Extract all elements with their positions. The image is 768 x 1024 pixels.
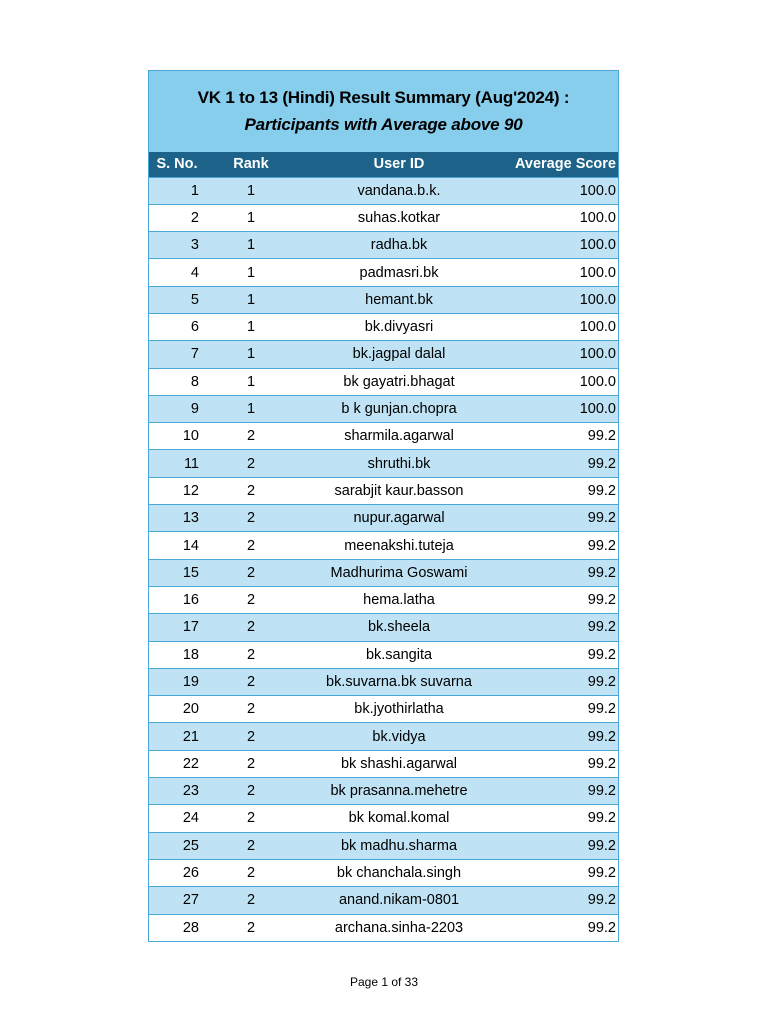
cell-sno: 10	[149, 423, 205, 450]
cell-average-score: 99.2	[501, 887, 618, 914]
cell-average-score: 99.2	[501, 423, 618, 450]
table-row	[149, 750, 618, 777]
cell-user-id: hema.latha	[297, 586, 501, 613]
cell-user-id: shruthi.bk	[297, 450, 501, 477]
cell-rank: 1	[205, 286, 297, 313]
table-row	[149, 559, 618, 586]
cell-sno: 25	[149, 832, 205, 859]
cell-user-id: bk.vidya	[297, 723, 501, 750]
cell-rank: 2	[205, 614, 297, 641]
table-row	[149, 859, 618, 886]
cell-user-id: Madhurima Goswami	[297, 559, 501, 586]
table-row	[149, 778, 618, 805]
cell-user-id: bk.sangita	[297, 641, 501, 668]
table-row	[149, 614, 618, 641]
table-row	[149, 423, 618, 450]
cell-rank: 1	[205, 368, 297, 395]
table-row	[149, 450, 618, 477]
page-subtitle: Participants with Average above 90	[244, 115, 523, 134]
results-table	[149, 152, 618, 941]
cell-rank: 2	[205, 477, 297, 504]
cell-user-id: bk gayatri.bhagat	[297, 368, 501, 395]
cell-rank: 2	[205, 887, 297, 914]
cell-average-score: 100.0	[501, 368, 618, 395]
cell-sno: 28	[149, 914, 205, 941]
table-row	[149, 832, 618, 859]
cell-rank: 2	[205, 914, 297, 941]
header-average-score: Average Score	[514, 156, 616, 173]
cell-user-id: bk shashi.agarwal	[297, 750, 501, 777]
table-row	[149, 668, 618, 695]
table-row	[149, 505, 618, 532]
cell-user-id: suhas.kotkar	[297, 204, 501, 231]
cell-user-id: bk komal.komal	[297, 805, 501, 832]
cell-average-score: 100.0	[501, 395, 618, 422]
cell-average-score: 99.2	[501, 805, 618, 832]
cell-sno: 8	[149, 368, 205, 395]
table-row	[149, 259, 618, 286]
cell-rank: 2	[205, 668, 297, 695]
cell-average-score: 100.0	[501, 232, 618, 259]
table-row	[149, 313, 618, 340]
cell-sno: 20	[149, 696, 205, 723]
cell-average-score: 99.2	[501, 532, 618, 559]
cell-average-score: 99.2	[501, 559, 618, 586]
table-row	[149, 477, 618, 504]
cell-user-id: hemant.bk	[297, 286, 501, 313]
cell-average-score: 99.2	[501, 668, 618, 695]
cell-user-id: bk madhu.sharma	[297, 832, 501, 859]
cell-average-score: 99.2	[501, 750, 618, 777]
cell-average-score: 99.2	[501, 723, 618, 750]
table-row	[149, 723, 618, 750]
cell-rank: 2	[205, 723, 297, 750]
cell-rank: 1	[205, 259, 297, 286]
page-footer: Page 1 of 33	[349, 975, 419, 989]
cell-rank: 2	[205, 586, 297, 613]
cell-user-id: bk.sheela	[297, 614, 501, 641]
table-row	[149, 395, 618, 422]
cell-sno: 3	[149, 232, 205, 259]
cell-rank: 2	[205, 641, 297, 668]
cell-rank: 2	[205, 532, 297, 559]
table-row	[149, 177, 618, 204]
cell-sno: 16	[149, 586, 205, 613]
cell-average-score: 99.2	[501, 778, 618, 805]
table-row	[149, 286, 618, 313]
cell-user-id: b k gunjan.chopra	[297, 395, 501, 422]
cell-user-id: bk.jagpal dalal	[297, 341, 501, 368]
cell-rank: 2	[205, 859, 297, 886]
cell-sno: 18	[149, 641, 205, 668]
cell-user-id: bk chanchala.singh	[297, 859, 501, 886]
cell-average-score: 99.2	[501, 505, 618, 532]
cell-user-id: bk.divyasri	[297, 313, 501, 340]
page-title: VK 1 to 13 (Hindi) Result Summary (Aug'2024) :	[197, 88, 570, 107]
cell-rank: 1	[205, 313, 297, 340]
result-summary-sheet	[148, 70, 619, 942]
cell-average-score: 100.0	[501, 313, 618, 340]
cell-user-id: radha.bk	[297, 232, 501, 259]
cell-sno: 23	[149, 778, 205, 805]
cell-rank: 2	[205, 778, 297, 805]
cell-sno: 24	[149, 805, 205, 832]
cell-sno: 27	[149, 887, 205, 914]
cell-rank: 1	[205, 341, 297, 368]
cell-average-score: 99.2	[501, 914, 618, 941]
cell-user-id: anand.nikam-0801	[297, 887, 501, 914]
table-row	[149, 341, 618, 368]
cell-user-id: archana.sinha-2203	[297, 914, 501, 941]
cell-sno: 13	[149, 505, 205, 532]
table-row	[149, 586, 618, 613]
cell-sno: 17	[149, 614, 205, 641]
cell-user-id: sarabjit kaur.basson	[297, 477, 501, 504]
table-row	[149, 204, 618, 231]
cell-rank: 2	[205, 696, 297, 723]
table-row	[149, 641, 618, 668]
header-sno: S. No.	[156, 156, 198, 173]
table-row	[149, 532, 618, 559]
cell-sno: 22	[149, 750, 205, 777]
cell-rank: 2	[205, 805, 297, 832]
cell-rank: 1	[205, 177, 297, 204]
cell-sno: 15	[149, 559, 205, 586]
cell-sno: 5	[149, 286, 205, 313]
cell-average-score: 99.2	[501, 696, 618, 723]
table-body	[149, 177, 618, 941]
cell-rank: 2	[205, 750, 297, 777]
cell-sno: 26	[149, 859, 205, 886]
cell-sno: 19	[149, 668, 205, 695]
cell-sno: 4	[149, 259, 205, 286]
cell-sno: 11	[149, 450, 205, 477]
cell-sno: 1	[149, 177, 205, 204]
cell-rank: 2	[205, 505, 297, 532]
cell-user-id: vandana.b.k.	[297, 177, 501, 204]
cell-sno: 6	[149, 313, 205, 340]
cell-sno: 14	[149, 532, 205, 559]
cell-average-score: 99.2	[501, 586, 618, 613]
cell-average-score: 100.0	[501, 341, 618, 368]
cell-user-id: sharmila.agarwal	[297, 423, 501, 450]
cell-rank: 2	[205, 423, 297, 450]
table-row	[149, 914, 618, 941]
cell-user-id: nupur.agarwal	[297, 505, 501, 532]
cell-user-id: bk prasanna.mehetre	[297, 778, 501, 805]
cell-user-id: bk.suvarna.bk suvarna	[297, 668, 501, 695]
cell-sno: 21	[149, 723, 205, 750]
cell-sno: 2	[149, 204, 205, 231]
cell-user-id: bk.jyothirlatha	[297, 696, 501, 723]
cell-user-id: meenakshi.tuteja	[297, 532, 501, 559]
cell-average-score: 100.0	[501, 177, 618, 204]
cell-rank: 2	[205, 832, 297, 859]
cell-average-score: 99.2	[501, 450, 618, 477]
table-row	[149, 696, 618, 723]
cell-sno: 9	[149, 395, 205, 422]
cell-average-score: 100.0	[501, 259, 618, 286]
cell-rank: 2	[205, 559, 297, 586]
cell-rank: 1	[205, 204, 297, 231]
cell-average-score: 99.2	[501, 641, 618, 668]
header-rank: Rank	[233, 156, 269, 173]
cell-rank: 1	[205, 232, 297, 259]
header-user-id: User ID	[373, 156, 425, 173]
cell-average-score: 100.0	[501, 204, 618, 231]
table-header-row	[149, 152, 618, 177]
table-row	[149, 368, 618, 395]
cell-rank: 1	[205, 395, 297, 422]
cell-sno: 7	[149, 341, 205, 368]
cell-average-score: 99.2	[501, 832, 618, 859]
cell-sno: 12	[149, 477, 205, 504]
table-row	[149, 805, 618, 832]
cell-average-score: 99.2	[501, 614, 618, 641]
cell-rank: 2	[205, 450, 297, 477]
cell-average-score: 99.2	[501, 859, 618, 886]
table-row	[149, 887, 618, 914]
title-block	[149, 71, 618, 152]
cell-average-score: 99.2	[501, 477, 618, 504]
table-row	[149, 232, 618, 259]
cell-user-id: padmasri.bk	[297, 259, 501, 286]
cell-average-score: 100.0	[501, 286, 618, 313]
